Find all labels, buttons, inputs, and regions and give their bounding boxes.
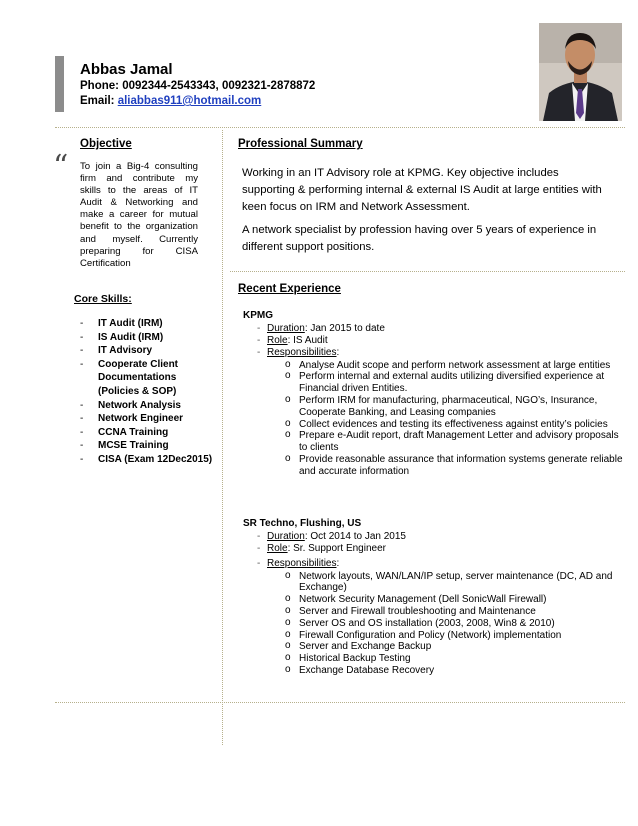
- responsibility-item: o Exchange Database Recovery: [285, 665, 623, 677]
- skill-item: - IS Audit (IRM): [80, 331, 220, 345]
- skill-item: - Network Engineer: [80, 412, 220, 426]
- header-accent-bar: [55, 56, 64, 112]
- email-link[interactable]: aliabbas911@hotmail.com: [117, 95, 262, 107]
- top-divider: [55, 127, 625, 128]
- responsibility-item: o Collect evidences and testing its effectiveness against entity’s policies: [285, 419, 623, 431]
- responsibility-item: o Analyse Audit scope and perform network assessment at large entities: [285, 360, 623, 372]
- objective-heading: Objective: [80, 138, 132, 150]
- role-label: Role: [267, 543, 288, 555]
- job-company: KPMG: [243, 310, 273, 321]
- responsibility-item: o Prepare e-Audit report, draft Management Letter and advisory proposals to clients: [285, 430, 623, 454]
- responsibility-item: o Network layouts, WAN/LAN/IP setup, server maintenance (DC, AD and Exchange): [285, 571, 623, 595]
- skill-item: - IT Advisory: [80, 344, 220, 358]
- role-value: : IS Audit: [287, 335, 328, 347]
- responsibility-item: o Server and Firewall troubleshooting and Maintenance: [285, 606, 623, 618]
- job-entry-sr-techno: [243, 518, 623, 677]
- job-role: - Role: IS Audit: [257, 335, 328, 347]
- skill-item: - MCSE Training: [80, 439, 220, 453]
- skill-item: - Cooperate Client Documentations (Policies & SOP): [80, 358, 220, 399]
- responsibility-item: o Perform internal and external audits utilizing diversified experience at Financial driven Entities.: [285, 371, 623, 395]
- responsibility-list: [285, 571, 623, 677]
- job-responsibilities-label: - Responsibilities:: [257, 347, 340, 359]
- quote-mark: “: [53, 149, 69, 184]
- role-value: : Sr. Support Engineer: [287, 543, 386, 555]
- summary-divider: [230, 271, 625, 272]
- candidate-name: Abbas Jamal: [80, 61, 173, 78]
- responsibility-item: o Perform IRM for manufacturing, pharmaceutical, NGO’s, Insurance, Cooperate Banking, and Leasing companies: [285, 395, 623, 419]
- profile-photo: [539, 23, 622, 121]
- job-duration: - Duration: Jan 2015 to date: [257, 323, 385, 334]
- duration-label: Duration: [267, 323, 305, 334]
- skill-item: - CCNA Training: [80, 426, 220, 440]
- objective-text: To join a Big-4 consulting firm and contribute my skills to the areas of IT Audit & Networking and make a career for mutual benefit to the organization and myself. Currently preparing for CISA Certification: [80, 161, 198, 269]
- phone-label: Phone:: [80, 80, 119, 92]
- experience-heading: Recent Experience: [238, 283, 341, 295]
- responsibility-item: o Firewall Configuration and Policy (Network) implementation: [285, 630, 623, 642]
- role-label: Role: [267, 335, 288, 347]
- responsibility-item: o Network Security Management (Dell SonicWall Firewall): [285, 594, 623, 606]
- duration-label: Duration: [267, 531, 305, 542]
- phone-line: [80, 80, 315, 92]
- bottom-divider: [55, 702, 625, 703]
- summary-heading: Professional Summary: [238, 138, 363, 150]
- responsibility-item: o Server and Exchange Backup: [285, 641, 623, 653]
- summary-paragraph: A network specialist by profession having over 5 years of experience in different support positions.: [242, 224, 597, 253]
- job-entry-kpmg: [243, 310, 623, 478]
- resp-colon: :: [336, 558, 340, 570]
- duration-value: : Oct 2014 to Jan 2015: [304, 531, 406, 542]
- phone-numbers: 0092344-2543343, 0092321-2878872: [122, 80, 316, 92]
- summary-text: [242, 165, 614, 256]
- responsibility-item: o Server OS and OS installation (2003, 2008, Win8 & 2010): [285, 618, 623, 630]
- responsibility-list: [285, 360, 623, 478]
- column-divider: [222, 130, 223, 745]
- job-role: - Role: Sr. Support Engineer: [257, 543, 386, 555]
- core-skills-heading: Core Skills:: [74, 293, 132, 305]
- job-responsibilities-label: - Responsibilities:: [257, 558, 340, 570]
- skill-item: - CISA (Exam 12Dec2015): [80, 453, 220, 467]
- email-line: [80, 95, 261, 107]
- job-duration: - Duration: Oct 2014 to Jan 2015: [257, 531, 406, 542]
- job-company: SR Techno, Flushing, US: [243, 518, 362, 529]
- resp-colon: :: [336, 347, 340, 359]
- responsibility-item: o Historical Backup Testing: [285, 653, 623, 665]
- duration-value: : Jan 2015 to date: [304, 323, 385, 334]
- resp-label: Responsibilities: [267, 558, 337, 570]
- skill-item: - Network Analysis: [80, 399, 220, 413]
- skill-item: - IT Audit (IRM): [80, 317, 220, 331]
- resp-label: Responsibilities: [267, 347, 337, 359]
- core-skills-list: [80, 317, 220, 477]
- email-label: Email:: [80, 95, 115, 107]
- responsibility-item: o Provide reasonable assurance that information systems generate reliable and accurate information: [285, 454, 623, 478]
- summary-paragraph: Working in an IT Advisory role at KPMG. Key objective includes supporting & performing internal & external IS Audit at large entities with keen focus on IRM and Network Assessment.: [242, 167, 602, 213]
